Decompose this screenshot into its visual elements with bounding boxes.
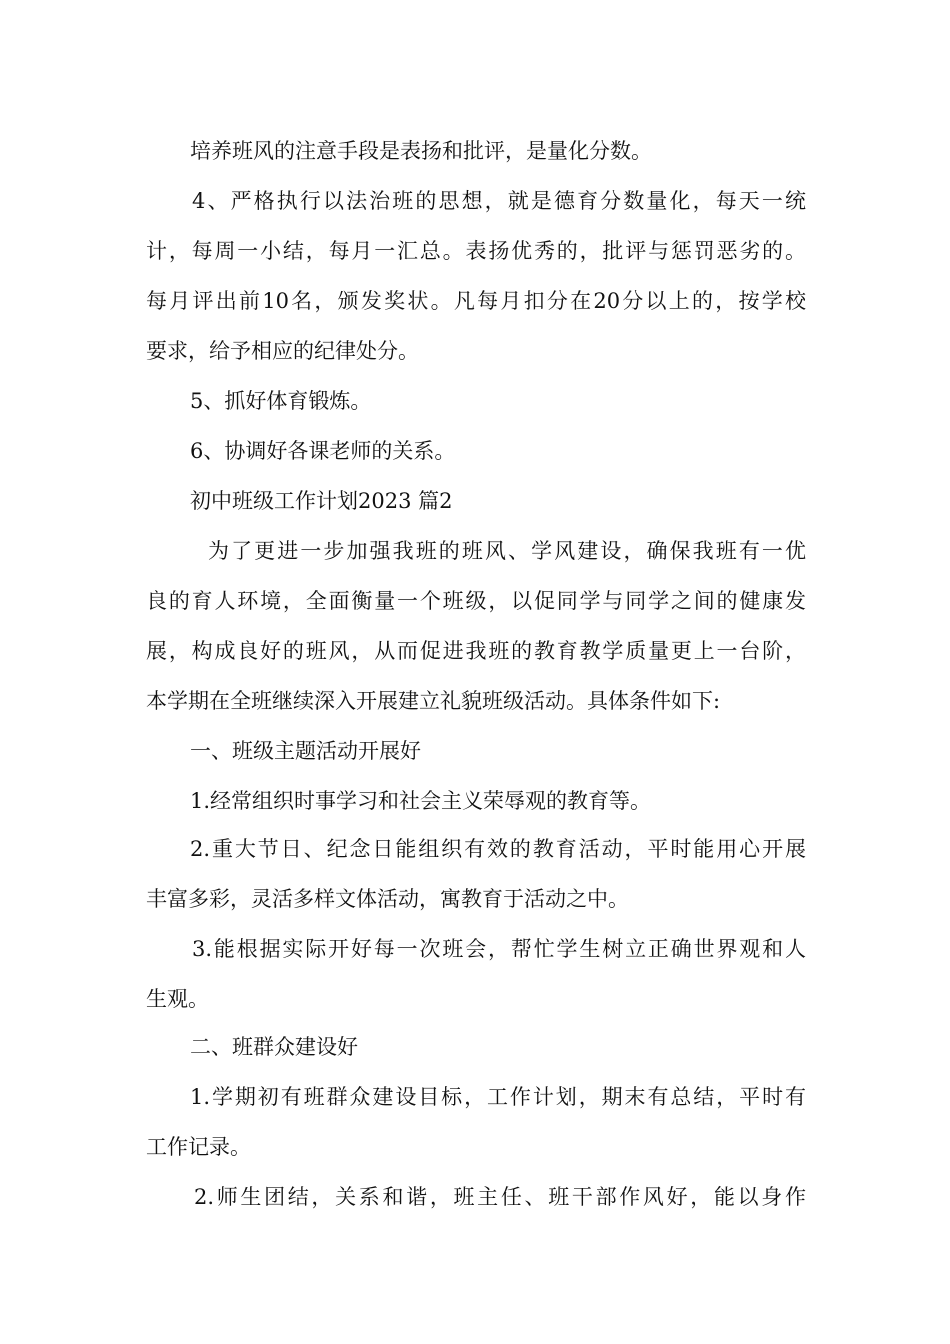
paragraph-line: 工作记录。 — [146, 1135, 251, 1159]
paragraph-line: 培养班风的注意手段是表扬和批评，是量化分数。 — [190, 139, 652, 163]
paragraph-line: 4、严格执行以法治班的思想，就是德育分数量化，每天一统 — [192, 189, 806, 213]
paragraph-line: 展，构成良好的班风，从而促进我班的教育教学质量更上一台阶， — [146, 639, 806, 663]
paragraph-line: 计，每周一小结，每月一汇总。表扬优秀的，批评与惩罚恶劣的。 — [146, 239, 806, 263]
paragraph-line: 本学期在全班继续深入开展建立礼貌班级活动。具体条件如下: — [146, 689, 721, 713]
paragraph-line: 6、协调好各课老师的关系。 — [190, 439, 456, 463]
paragraph-line: 为了更进一步加强我班的班风、学风建设，确保我班有一优 — [208, 539, 806, 563]
paragraph-line: 1.学期初有班群众建设目标，工作计划，期末有总结，平时有 — [190, 1085, 806, 1109]
paragraph-line: 1.经常组织时事学习和社会主义荣辱观的教育等。 — [190, 789, 652, 813]
section-heading: 二、班群众建设好 — [190, 1035, 358, 1059]
paragraph-line: 5、抓好体育锻炼。 — [190, 389, 372, 413]
paragraph-line: 丰富多彩，灵活多样文体活动，寓教育于活动之中。 — [146, 887, 629, 911]
paragraph-line: 2.师生团结，关系和谐，班主任、班干部作风好，能以身作 — [194, 1185, 806, 1209]
section-heading: 一、班级主题活动开展好 — [190, 739, 421, 763]
paragraph-line: 要求，给予相应的纪律处分。 — [146, 339, 419, 363]
paragraph-line: 良的育人环境，全面衡量一个班级，以促同学与同学之间的健康发 — [146, 589, 806, 613]
section-heading: 初中班级工作计划2023 篇2 — [190, 489, 453, 513]
paragraph-line: 2.重大节日、纪念日能组织有效的教育活动，平时能用心开展 — [190, 837, 806, 861]
paragraph-line: 3.能根据实际开好每一次班会，帮忙学生树立正确世界观和人 — [192, 937, 806, 961]
paragraph-line: 生观。 — [146, 987, 209, 1011]
paragraph-line: 每月评出前10名，颁发奖状。凡每月扣分在20分以上的，按学校 — [146, 289, 806, 313]
